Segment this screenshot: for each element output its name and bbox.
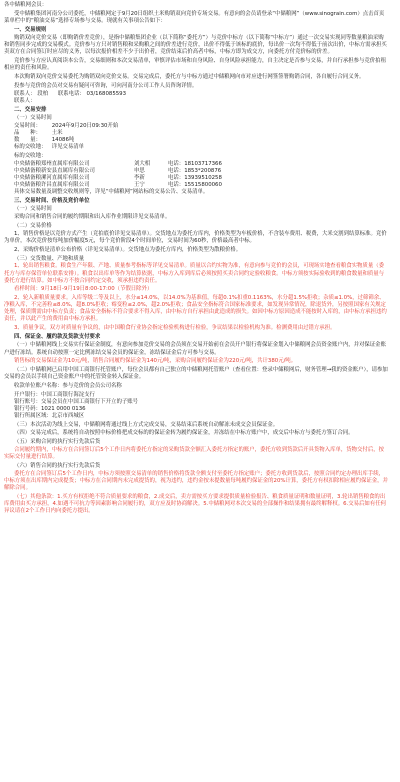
company-name: 中央储备粮新安县直属库有限公司 (14, 167, 95, 174)
company-person: 李新 (134, 174, 145, 181)
section-3-subtitle-2: （二）交易价格 (14, 223, 52, 230)
after-companies-note: 具体交易数量及调整交收规则等，详见“中储粮网”网站标的交易公告、交易清单。 (14, 189, 209, 196)
section-4-paragraph-4: 收款单位账户名称：参与竞价的会员公司名称 (14, 382, 122, 389)
company-tel: 1853*200876 (184, 167, 222, 174)
table-row (4, 168, 222, 175)
bank-row (4, 406, 388, 413)
bank-label: 银行号码： (14, 405, 41, 412)
section-4-paragraph-1: （一）中储粮网线上交易实行保证金制度，有意向参加竞价交易的会员须在交易开始前在会员开户银行将保证金划入中储粮网会员资金账户内，并对保证金账户进行冻结。系统自动按照一定比例冻结交易会员的保证金，冻结保证金后方可参与交易。 (4, 342, 386, 356)
bank-value: 中国工商银行海淀支行 (40, 391, 95, 398)
company-name: 中央储备粮漯河直属库有限公司 (14, 174, 90, 181)
section-4-paragraph-6: （四）交易完成后，系统将自动按照中标价格把成交标的的保证金转为履约保证金，并冻结在中标方账户中，成交后中标方与委托方签订合同。 (14, 430, 354, 437)
delivery-place-label: 标的交收地： (14, 144, 47, 151)
section-3-subtitle-1: （一）交易时间 (14, 206, 52, 213)
contact-tel: 03/168085593 (86, 91, 127, 98)
bank-value: 北京市西城区 (51, 412, 85, 419)
section-4-paragraph-8: 委托方在合同签订后5个工作日内，中标方须按照交易清单的销售价格将货款全额支付至委托方指定账户；委托方收到货款后，按照合同约定办理出库手续，中标方须在出库期内完成提货；中标方在合同期内未完成提货的，视为违约，违约金按未提数量每吨履约保证金的20%计算，委托方有权扣除相应履约保证金，并解除合同。 (4, 470, 388, 492)
bank-row (4, 399, 388, 406)
greeting: 各中储粮网会员： (4, 2, 48, 8)
delivery-contacts-heading: 标的交收地： (14, 152, 47, 159)
company-tel-label: 电话： (168, 167, 185, 174)
table-row (4, 175, 222, 182)
section-2-title: 二、交易安排 (14, 106, 47, 113)
contact-line-1 (4, 91, 388, 98)
company-person: 刘大相 (134, 160, 151, 167)
company-tel-label: 电话： (168, 160, 185, 167)
trade-time-value: 2024年9月20日09:30开始 (51, 123, 119, 130)
company-name: 中央储备粮郑州直属库有限公司 (14, 160, 90, 167)
section-4-paragraph-2: 销售标的交易保证金为10元/吨，销售合同履约保证金为140元/吨，采购合同履约保证金为220元/吨，共计380元/吨。 (14, 358, 297, 365)
section-4-title: 四、保证金、履约款及货款支付要求 (14, 333, 101, 340)
section-4-paragraph-5: （三）本次活动为线上交易，中储粮网将通过线上方式完成交易，交易结束后系统自动解冻未成交会员保证金。 (14, 421, 279, 428)
bank-label: 银行所属区域： (14, 412, 52, 419)
section-3-paragraph-2: 1、销售价格是以竞价方式产生（竞拍底价详见交易清单）。交货地点为委托方库内，价格类型为车板价格，不含装车费用、税费，大米交割到结算标准。竞价为单价，本次竞价按每吨加价幅度5元，每个竞价阶段4个时间单位，交易时间为60秒，价格最高者中标。 (4, 230, 387, 245)
company-tel-label: 电话： (168, 174, 185, 181)
section-3-paragraph-1: 采购合同和销售合同的履约期限和出入库作业期限详见交易清单。 (14, 214, 171, 221)
bank-row (4, 392, 388, 399)
section-3-paragraph-3: 2、采购价格是清单公布价格（详见交易清单）。交货地点为委托方库内，价格类型为散粮价格。 (14, 246, 242, 253)
company-person: 申思 (134, 167, 145, 174)
quantity-label: 数 量： (14, 137, 41, 144)
contact-line-2 (4, 98, 388, 105)
section-3-paragraph-6: 2、轮入新粮质量要求。入库等级二等及以上，水分≤14.0%，以14.0%为基准值，每超0.1%扣重0.1163%，水分超1.5%拒收；杂质≤1.0%，过筛筛余、净粮入库，不完善粒≤8.0%，超8.0%拒收；霉变粒≤2.0%，超2.0%拒收；食品安全指标符合国家标准要求，如发现异常情况，除退货外，另按照国家有关规定处理，保质期需由中标方负责；食品安全指标不符合要求不得入库，由中标方自行承担由此造成的损失。如因中标方原因造成不能按时入库的，由中标方承担违约责任，并以此产生的费用由中标方承担。 (4, 295, 387, 323)
company-tel: 13939510258 (184, 174, 222, 181)
section-4-subtitle-6: （六）销售合同的执行实行先款后货 (14, 462, 101, 469)
section-3-paragraph-7: 3、质量争议。双方对质量有争议的，由中国粮食行业协会指定检验机构进行检验，争议结果以检验机构为准。检测费用由过错方承担。 (14, 325, 336, 332)
section-3-title: 三、交易时间、价格及竞价单位 (14, 197, 90, 204)
intro-paragraph: 受中储粮集团河南分公司委托，中储粮网定于9月20日组织土米购销双向竞价专场交易。有意向的会员请登录“中储粮网”（www.sinograin.com）点击首页菜单栏中的“粮油交易”选择专场参与交易。现就有关事项公告如下： (4, 10, 385, 24)
section-2-subtitle-1: （一）交易时间 (14, 115, 52, 122)
company-name: 中央储备粮许昌直属库有限公司 (14, 182, 90, 189)
section-4-paragraph-3: （二）中储粮网已启用中国工商银行托管账户，每位会员都有自己独立的中储粮网托管账户（查看位置：登录中储粮网后，财务管理→我的资金账户），请参加交易的会员以手续自己资金账户中的托管资金转入保证金。 (4, 367, 388, 381)
company-tel: 15515800060 (184, 182, 222, 189)
bank-label: 开户银行： (14, 391, 41, 398)
section-4-subtitle-5: （五）采购合同的执行实行先款后货 (14, 439, 101, 446)
company-tel-label: 电话： (168, 182, 185, 189)
company-person: 王宁 (134, 182, 145, 189)
section-1-paragraph-4: 投参与竞价的会员对交易有疑问可咨询，可向河南分公司工作人员咨询详情。 (14, 82, 198, 89)
table-row (4, 161, 222, 168)
bank-value: 交易会员在中国工商银行下开立的子账号 (40, 398, 139, 405)
delivery-place-value: 详见交易清单 (51, 144, 85, 151)
contact-name: 段柏 (37, 91, 49, 98)
trade-time-label: 交易时间： (14, 123, 41, 130)
viewing-time: 看样时间：9月18日-9月19日8:00-17:00（节假日除外） (14, 286, 153, 293)
company-tel: 18103717366 (184, 160, 222, 167)
contact-tel-label: 联系电话： (57, 91, 85, 98)
section-4-paragraph-9: （七）其他条款：1.买方有权拒绝不符合质量要求的粮食，2.成交后，卖方需按买方要求提供质量检验报告、粮食质量证明和数量证明，3.轮出销售粮食的出库费用由买方承担，4.如遇不可抗力等因素影响合同履行的，双方应及时协商解决。5.中储粮网对本次交易的全部操作和结果拥有最终解释权。6.交易后如有任何异议请在2个工作日内向委托方提出。 (4, 493, 386, 514)
quantity-value: 14086吨 (51, 137, 75, 144)
variety-value: 土米 (51, 130, 63, 137)
bank-label: 银行账号： (14, 398, 41, 405)
section-1-paragraph-3: 本次购销双向竞价交易委托为购销双向竞价交易。交易完成后，委托方与中标方通过中储粮网向市对应进行网签签署购销合同，各自履行合同义务。 (14, 73, 365, 80)
section-3-subtitle-3: （三）交货数量、产地和质量 (14, 255, 85, 262)
contact-label: 联系人： (14, 98, 36, 105)
section-1-title: 一、交易规则 (14, 26, 47, 33)
company-contact-table (4, 161, 222, 190)
bank-row (4, 413, 388, 420)
section-1-paragraph-1: 购销双向竞价交易（即购销价差竞价），是指中储粮集团企业（以下简称“委托方”）与竞价中标方（以下简称“中标方”）通过一次交易实现同等数量粮油采购和销售同步完成的交易模式。竞价参与方只对销售粮和采购粮之间的价差进行竞价，出价不得低于该标的底价，每出价一次均不得低于前次出价，中标方需承担买卖双方在合同签订时应尽的义务，以每次报价相差不少于出价者，竞价结束后价高者中标，中标方即为成交方，向委托方付竞价标的价差。 (4, 35, 387, 56)
section-4-paragraph-7: 合同履约期内，中标方在合同签订后5个工作日内将委托方指定的采购货款全额汇入委托方指定的账户，委托方收到货款后开具货物入库单，货物交付后，按实际交付量进行结算。 (4, 447, 384, 461)
section-1-paragraph-2: 竞价参与方应认真阅读本公告，交易细则和本次交易清单，审慎评估市场和自身风险、自身风险承担能力，自主决定是否参与交易，并自行承担参与竞价拍租相应的责任和风险。 (4, 58, 386, 72)
variety-label: 品 种： (14, 130, 41, 137)
delivery-place-row (4, 144, 388, 151)
section-3-paragraph-4: 1、轮出销售粮食。粮食生产年限、产地、质量参考指标等详见交易清单。质量以合约实物为准，有意向参与竞价的会员，可现场实地查看粮食实物质量（委托方与库存保管单位联系安排）。粮食以出库单等作为结算依据，中标方入库到库后必须按照买卖合同约定验收粮食。中标方须按实际验收到的粮食数量和质量与委托方进行结算。如中标方不按合同约定交收，须承担违约责任。 (4, 263, 385, 284)
bank-value: 1021 0000 0136 (40, 405, 86, 412)
contact-label: 联系人： (14, 91, 36, 98)
